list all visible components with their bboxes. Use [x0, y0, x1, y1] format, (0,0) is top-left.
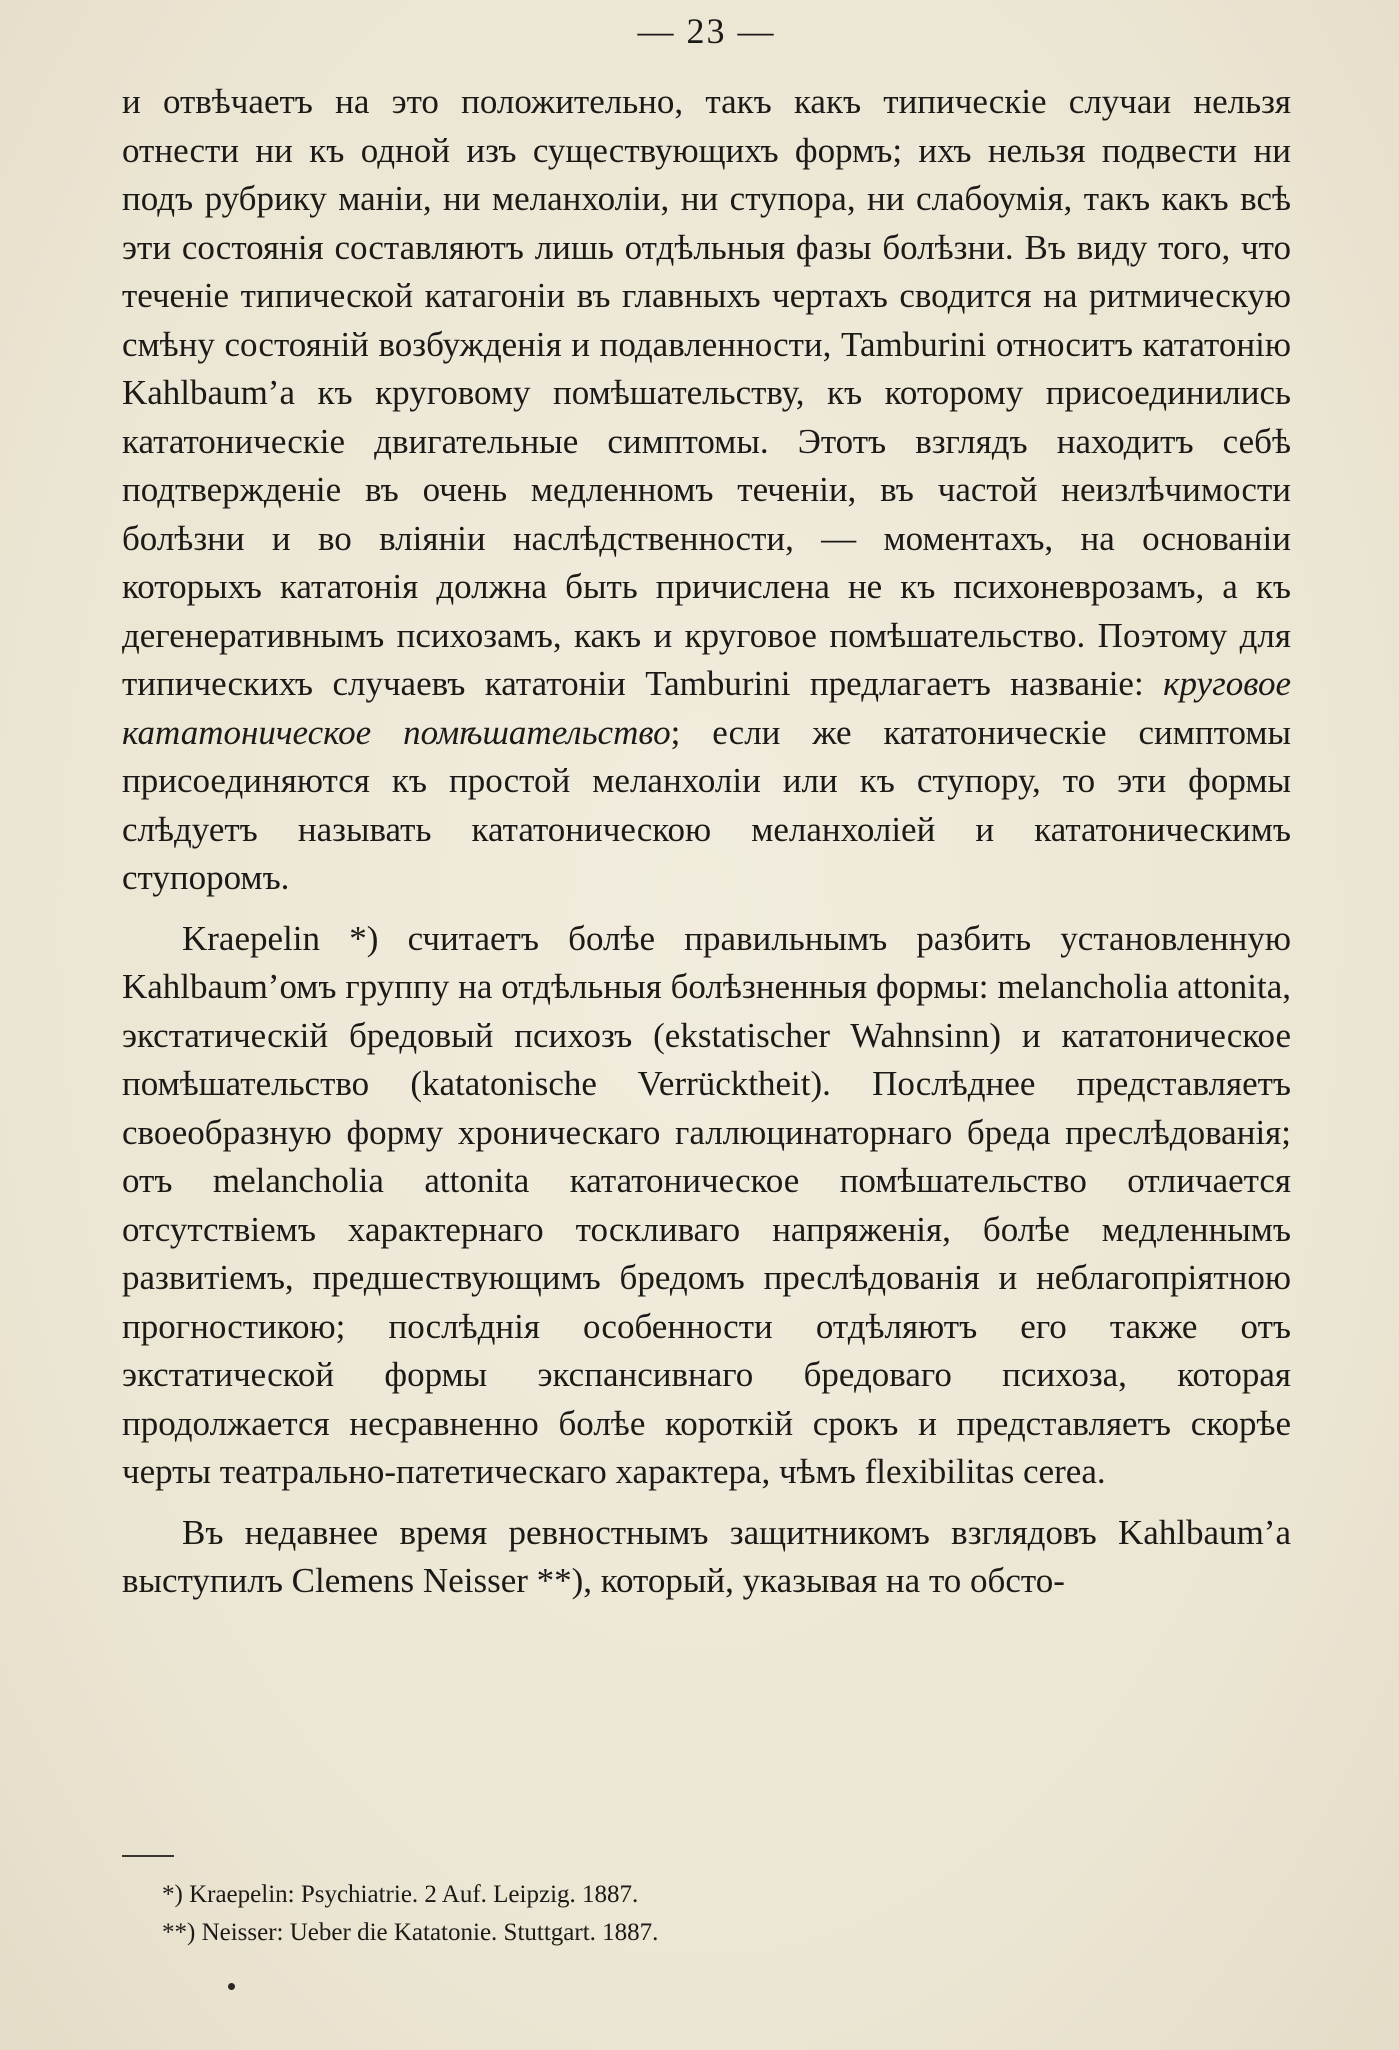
- paragraph-1: [122, 78, 1291, 903]
- ink-speck: [228, 1983, 235, 1990]
- paragraph-1-text-b: ; если же кататоническіе симптомы присоединяются къ простой меланхоліи или къ ступору, то эти формы слѣдуетъ называть кататоническою меланхоліей и кататоническимъ ступоромъ.: [122, 712, 1291, 897]
- footnote-1: *) Kraepelin: Psychiatrie. 2 Auf. Leipzig. 1887.: [162, 1881, 639, 1908]
- paragraph-2: Kraepelin *) считаетъ болѣе правильнымъ разбить установленную Kahlbaum’омъ группу на отдѣльныя болѣзненныя формы: melancholia attonita, экстатическій бредовый психозъ (ekstatischer Wahnsinn) и кататоническое помѣшательство (katatonische Verrücktheit). Послѣднее представляетъ своеобразную форму хроническаго галлюцинаторнаго бреда преслѣдованія; отъ melancholia attonita кататоническое помѣшательство отличается отсутствіемъ характернаго тоскливаго напряженія, болѣе медленнымъ развитіемъ, предшествующимъ бредомъ преслѣдованія и неблагопріятною прогностикою; послѣднія особенности отдѣляютъ его также отъ экстатической формы экспансивнаго бредоваго психоза, которая продолжается несравненно болѣе короткій срокъ и представляетъ скорѣе черты театрально-патетическаго характера, чѣмъ flexibilitas cerea.: [122, 918, 1291, 1491]
- footnote-2: **) Neisser: Ueber die Katatonie. Stuttgart. 1887.: [162, 1919, 659, 1946]
- paragraph-3: Въ недавнее время ревностнымъ защитникомъ взглядовъ Kahlbaum’а выступилъ Clemens Neisser **), который, указывая на то обсто-: [122, 1512, 1291, 1600]
- footnotes: [162, 1876, 658, 1952]
- page-number: — 23 —: [637, 11, 776, 51]
- paragraph-1-text-a: и отвѣчаетъ на это положительно, такъ какъ типическіе случаи нельзя отнести ни къ одной изъ существующихъ формъ; ихъ нельзя подвести ни подъ рубрику маніи, ни меланхоліи, ни ступора, ни слабоумія, такъ какъ всѣ эти состоянія составляютъ лишь отдѣльныя фазы болѣзни. Въ виду того, что теченіе типической катагоніи въ главныхъ чертахъ сводится на ритмическую смѣну состояній возбужденія и подавленности, Tamburini относитъ кататонію Kahlbaum’а къ круговому помѣшательству, къ которому присоединились кататоническіе двигательные симптомы. Этотъ взглядъ находитъ себѣ подтвержденіе въ очень медленномъ теченіи, въ частой неизлѣчимости болѣзни и во вліяніи наслѣдственности, — моментахъ, на основаніи которыхъ кататонія должна быть причислена не къ психоневрозамъ, а къ дегенеративнымъ психозамъ, какъ и круговое помѣшательство. Поэтому для типическихъ случаевъ кататоніи Tamburini предлагаетъ названіе:: [122, 82, 1291, 703]
- footnote-divider: [122, 1855, 174, 1857]
- body-text: [122, 78, 1291, 1606]
- italic-term: круговое кататоническое помѣшательство: [122, 664, 1291, 752]
